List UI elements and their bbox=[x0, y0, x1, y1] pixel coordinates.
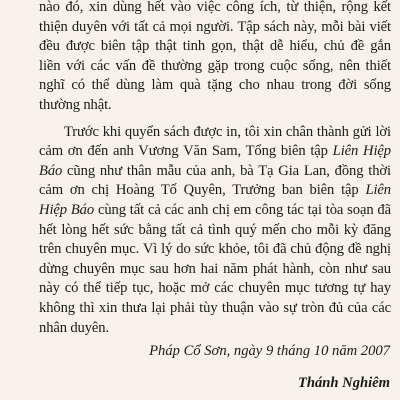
text-line: liền với các vấn đề thường gặp trong cuộc sống, nên thiết bbox=[39, 57, 391, 74]
text-line bbox=[39, 142, 391, 162]
text-line: nhân duyên. bbox=[39, 319, 110, 336]
place-and-date: Pháp Cổ Sơn, ngày 9 tháng 10 năm 2007 bbox=[149, 343, 390, 359]
publication-name: Liên Hiệp bbox=[332, 143, 391, 160]
text-line: nghĩ có thể dùng làm quà tặng cho nhau trong đời sống bbox=[39, 77, 391, 94]
author-signature: Thánh Nghiêm bbox=[297, 375, 390, 391]
text-run: cùng tất cả các anh chị em công tác tại tòa soạn đã bbox=[94, 201, 391, 218]
text-run: cảm ơn đến anh Vương Văn Sam, Tổng biên tập bbox=[39, 143, 333, 160]
paragraph-2 bbox=[39, 123, 391, 339]
text-line: nào đó, xin dùng hết vào việc công ích, từ thiện, rộng kết bbox=[39, 0, 391, 15]
text-line: trên chuyên mục. Vì lý do sức khỏe, tôi đã chủ động đề nghị bbox=[39, 241, 391, 258]
text-line: đều được biên tập thật tinh gọn, thật dễ hiểu, chủ đề gắn bbox=[39, 38, 391, 55]
document-body bbox=[39, 0, 391, 338]
text-line: Trước khi quyển sách được in, tôi xin chân thành gửi lời bbox=[64, 123, 391, 140]
text-run: cảm ơn chị Hoàng Tố Quyên, Trưởng ban biên tập bbox=[39, 182, 366, 199]
text-line: dừng chuyên mục sau hơn hai năm phát hành, còn như sau bbox=[39, 260, 391, 277]
text-line bbox=[39, 181, 391, 201]
text-line bbox=[39, 201, 391, 221]
text-line: không thì xin thưa lại phải tùy thuận vào sự tròn đủ của các bbox=[39, 299, 391, 316]
text-line: thường nhật. bbox=[39, 96, 112, 113]
publication-name: Liên bbox=[365, 182, 391, 199]
publication-name: Hiệp Báo bbox=[39, 201, 95, 218]
paragraph-1 bbox=[39, 0, 391, 116]
text-line: hết lòng hết sức bằng tất cả tình quý mến cho mỗi kỳ đăng bbox=[39, 221, 391, 238]
publication-name: Báo bbox=[39, 162, 63, 179]
text-line: thiện duyên với tất cả mọi người. Tập sách này, mỗi bài viết bbox=[39, 18, 391, 35]
text-line: này có thể tiếp tục, hoặc mở các chuyên mục tương tự hay bbox=[39, 280, 391, 297]
text-line bbox=[39, 162, 391, 182]
text-run: cũng như thân mẫu của anh, bà Tạ Gia Lan, đồng thời bbox=[62, 162, 391, 179]
